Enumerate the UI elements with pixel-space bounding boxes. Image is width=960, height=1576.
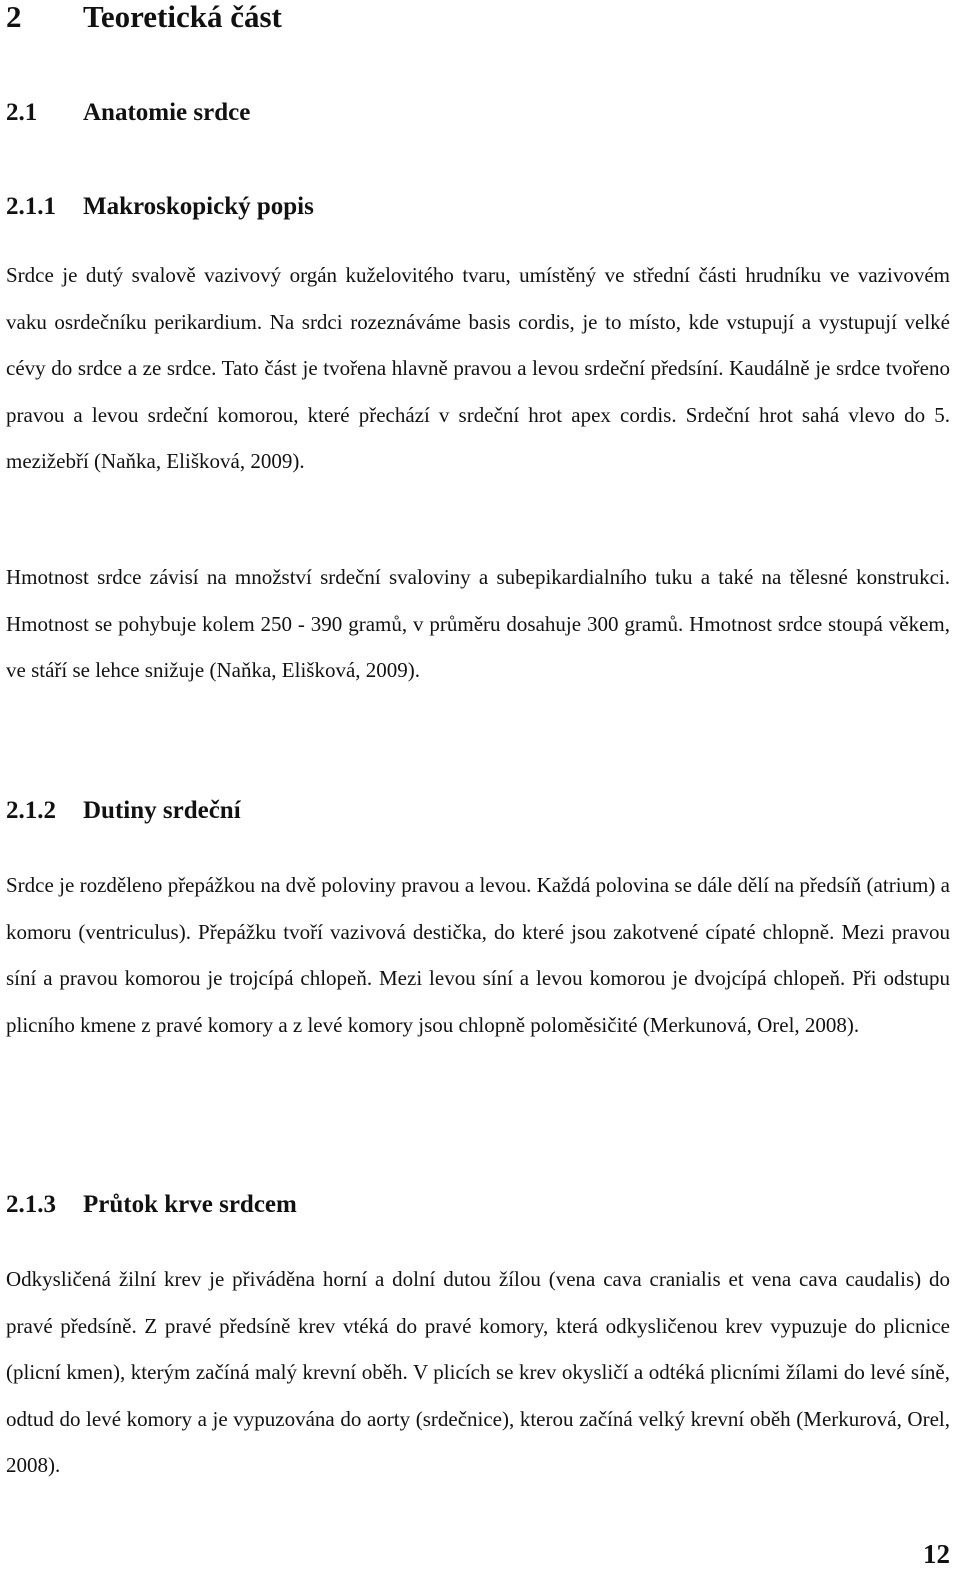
chapter-number: 2 xyxy=(6,0,22,34)
subsection-number: 2.1.2 xyxy=(6,797,56,824)
paragraph: Hmotnost srdce závisí na množství srdeční svaloviny a subepikardialního tuku a také na tělesné konstrukci. Hmotnost se pohybuje kolem 250 - 390 gramů, v průměru dosahuje 300 gramů. Hmotnost srdce stoupá věkem, ve stáří se lehce snižuje (Naňka, Elišková, 2009). xyxy=(6,565,950,682)
subsection-heading xyxy=(6,1190,297,1220)
subsection-heading xyxy=(6,192,314,222)
subsection-number: 2.1.1 xyxy=(6,193,56,220)
paragraph: Srdce je rozděleno přepážkou na dvě poloviny pravou a levou. Každá polovina se dále dělí na předsíň (atrium) a komoru (ventriculus). Přepážku tvoří vazivová destička, do které jsou zakotvené cípaté chlopně. Mezi pravou síní a pravou komorou je trojcípá chlopeň. Mezi levou síní a levou komorou je dvojcípá chlopeň. Při odstupu plicního kmene z pravé komory a z levé komory jsou chlopně poloměsičité (Merkunová, Orel, 2008). xyxy=(6,873,950,1037)
chapter-heading xyxy=(6,0,282,34)
chapter-title: Teoretická část xyxy=(83,0,282,34)
subsection-title: Dutiny srdeční xyxy=(83,797,241,824)
subsection-heading xyxy=(6,796,241,826)
page-number: 12 xyxy=(923,1539,950,1569)
paragraph: Srdce je dutý svalově vazivový orgán kuželovitého tvaru, umístěný ve střední části hrudníku ve vazivovém vaku osrdečníku perikardium. Na srdci rozeznáváme basis cordis, je to místo, kde vstupují a vystupují velké cévy do srdce a ze srdce. Tato část je tvořena hlavně pravou a levou srdeční předsíní. Kaudálně je srdce tvořeno pravou a levou srdeční komorou, které přechází v srdeční hrot apex cordis. Srdeční hrot sahá vlevo do 5. mezižebří (Naňka, Elišková, 2009). xyxy=(6,263,950,473)
section-title: Anatomie srdce xyxy=(83,99,251,126)
section-number: 2.1 xyxy=(6,99,38,126)
subsection-title: Makroskopický popis xyxy=(83,193,314,220)
paragraph: Odkysličená žilní krev je přiváděna horní a dolní dutou žílou (vena cava cranialis et vena cava caudalis) do pravé předsíně. Z pravé předsíně krev vtéká do pravé komory, která odkysličenou krev vypuzuje do plicnice (plicní kmen), kterým začíná malý krevní oběh. V plicích se krev okysličí a odtéká plicními žílami do levé síně, odtud do levé komory a je vypuzována do aorty (srdečnice), kterou začíná velký krevní oběh (Merkurová, Orel, 2008). xyxy=(6,1267,950,1477)
subsection-title: Průtok krve srdcem xyxy=(83,1191,297,1218)
section-heading xyxy=(6,98,250,128)
subsection-number: 2.1.3 xyxy=(6,1191,56,1218)
